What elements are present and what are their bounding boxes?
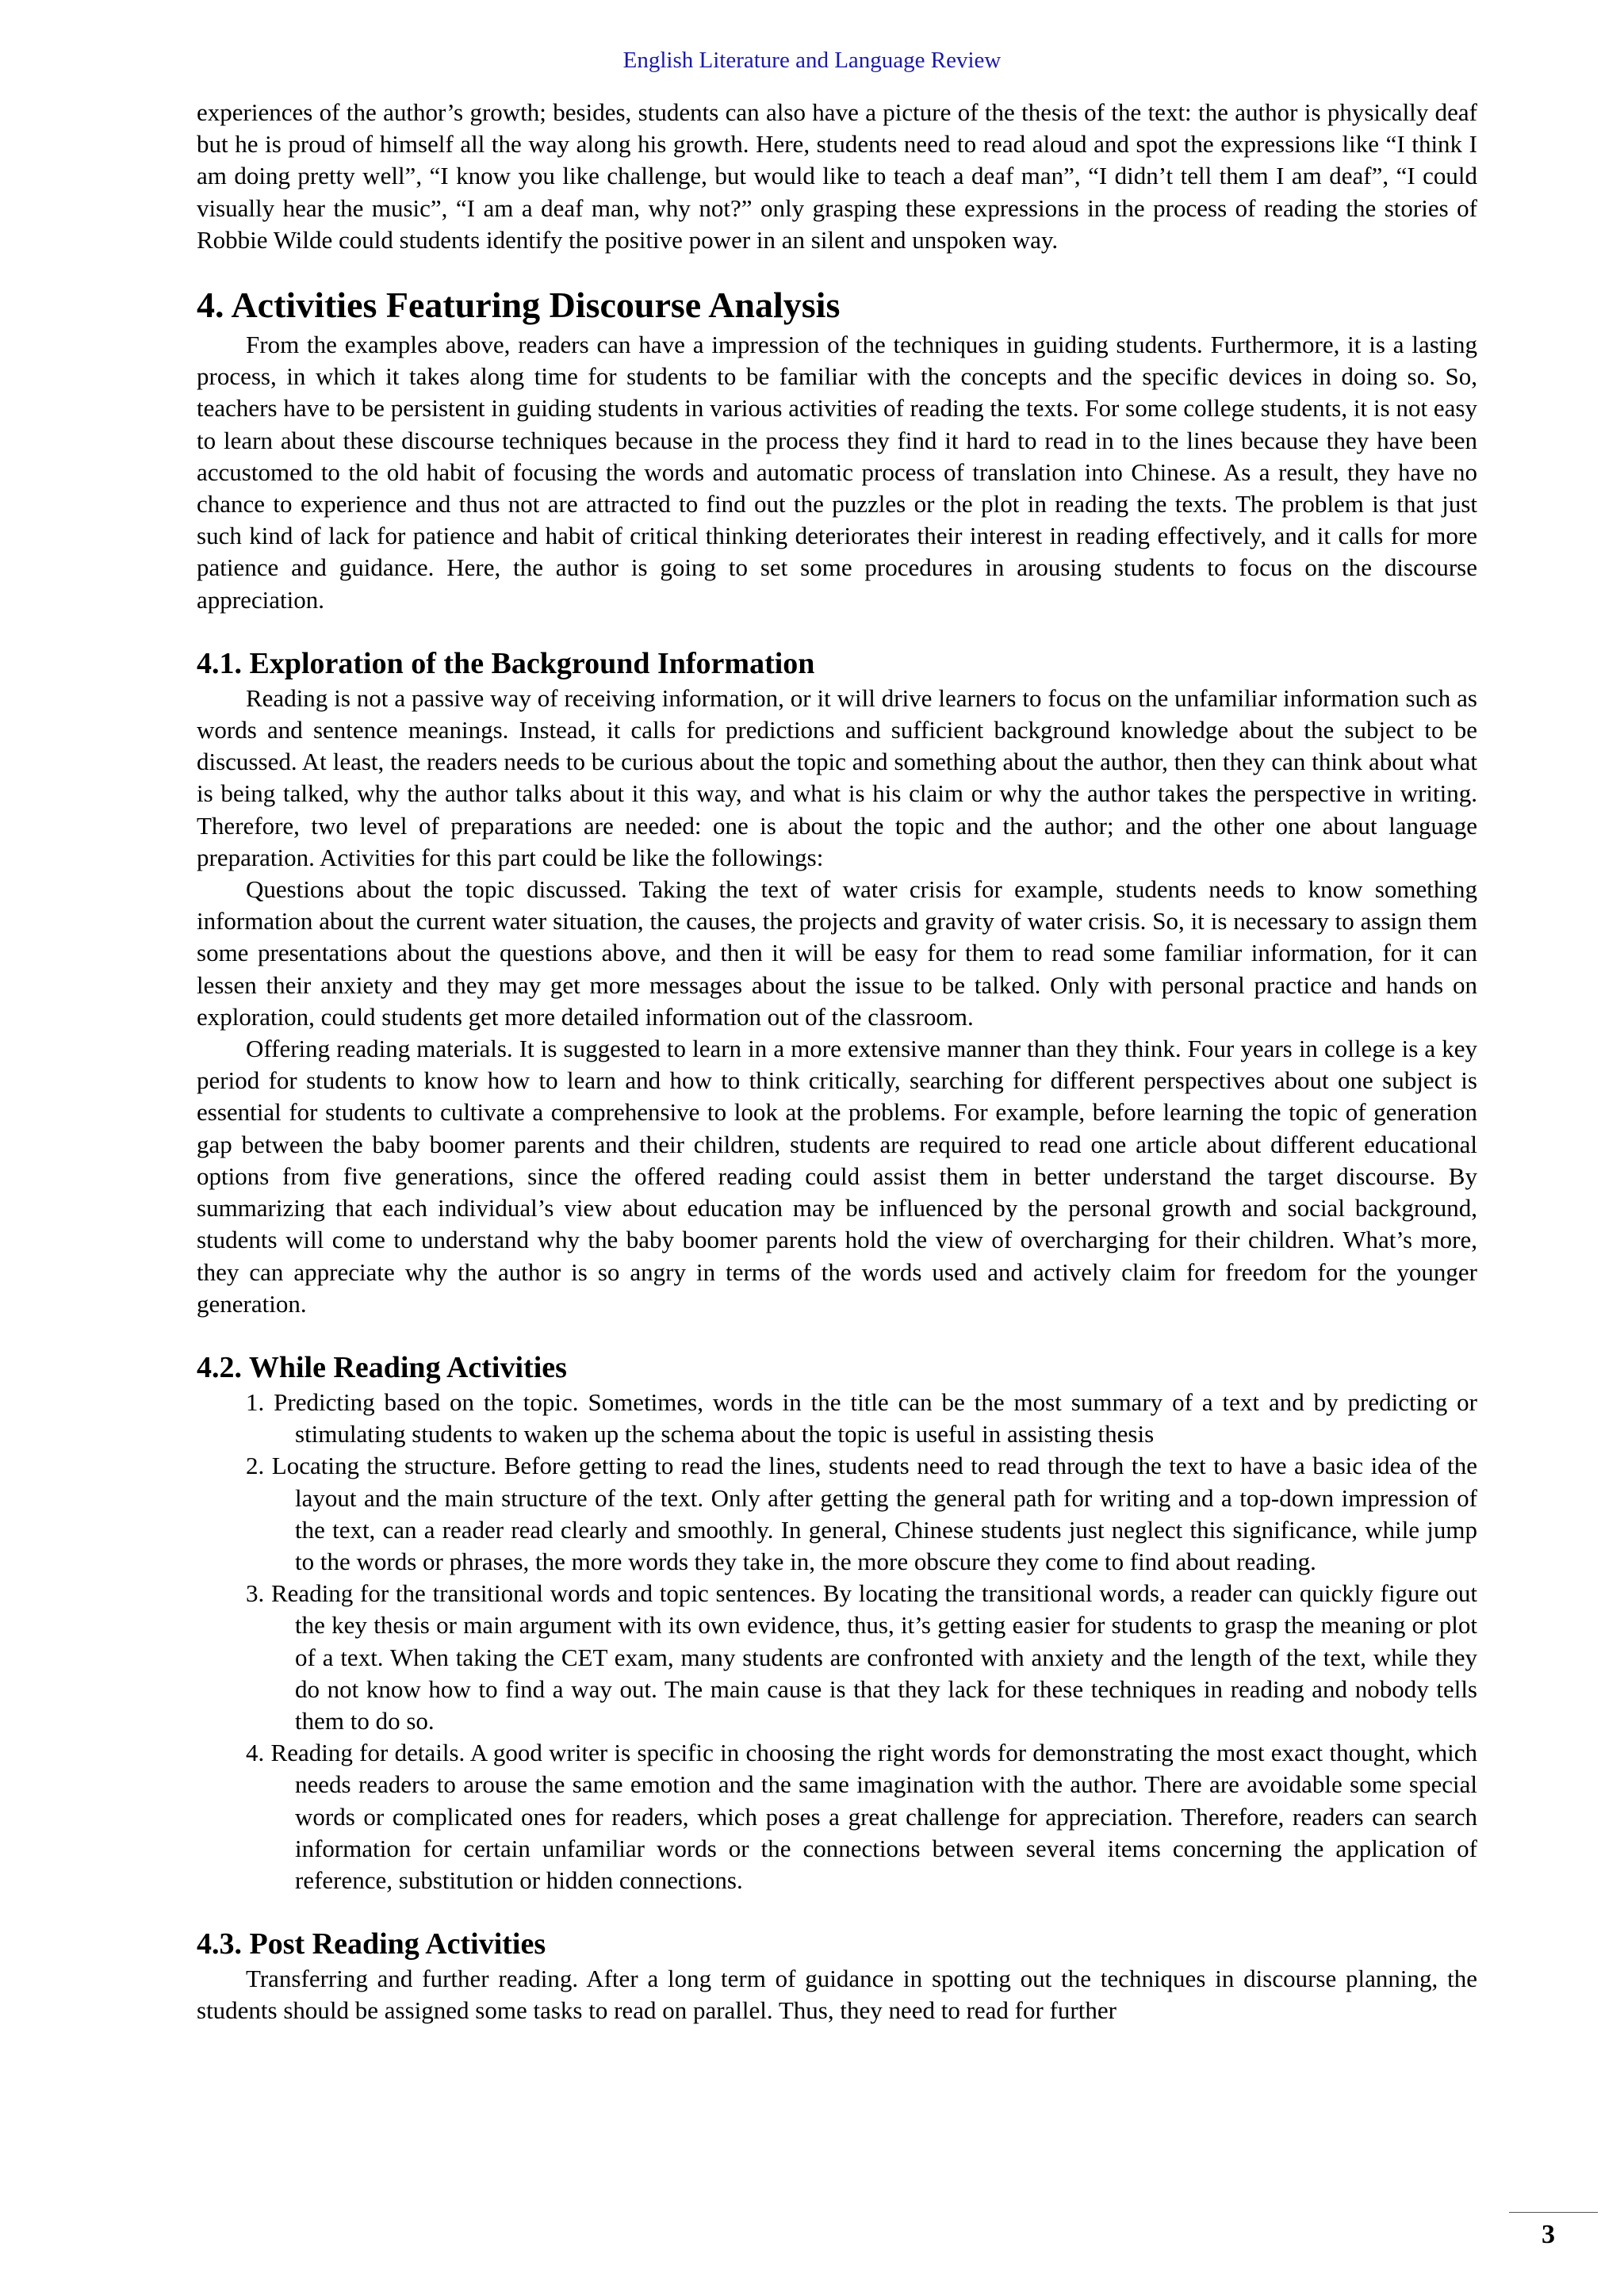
- page-number: 3: [1542, 2220, 1555, 2249]
- section-4-1-heading: 4.1. Exploration of the Background Information: [197, 646, 815, 680]
- section-4-3-heading: 4.3. Post Reading Activities: [197, 1927, 546, 1961]
- section-4-2-heading: 4.2. While Reading Activities: [197, 1350, 567, 1384]
- list-item: 4. Reading for details. A good writer is specific in choosing the right words for demonstrating the most exact thought, which needs readers to arouse the same emotion and the same imagination with the author. There are avoidable some special words or complicated ones for readers, which poses a great challenge for appreciation. Therefore, readers can search information for certain unfamiliar words or the connections between several items concerning the application of reference, substitution or hidden connections.: [246, 1739, 1477, 1894]
- section-4-1-paragraph: Questions about the topic discussed. Taking the text of water crisis for example, students needs to know something information about the current water situation, the causes, the projects and gravity of water crisis. So, it is necessary to assign them some presentations about the questions above, and then it will be easy for them to read some familiar information, for it can lessen their anxiety and they may get more messages about the issue to be talked. Only with personal practice and hands on exploration, could students get more detailed information out of the classroom.: [197, 875, 1477, 1031]
- list-item: 3. Reading for the transitional words and topic sentences. By locating the transitional words, a reader can quickly figure out the key thesis or main argument with its own evidence, thus, it’s getting easier for students to grasp the meaning or plot of a text. When taking the CET exam, many students are confronted with anxiety and the length of the text, while they do not know how to find a way out. The main cause is that they lack for these techniques in reading and nobody tells them to do so.: [246, 1579, 1477, 1735]
- list-item: 2. Locating the structure. Before getting to read the lines, students need to read through the text to have a basic idea of the layout and the main structure of the text. Only after getting the general path for writing and a top-down impression of the text, can a reader read clearly and smoothly. In general, Chinese students just neglect this significance, while jump to the words or phrases, the more words they take in, the more obscure they come to find about reading.: [246, 1452, 1477, 1575]
- section-4-3-paragraph: Transferring and further reading. After a long term of guidance in spotting out the techniques in discourse planning, the students should be assigned some tasks to read on parallel. Thus, they need to read for further: [197, 1965, 1477, 2025]
- section-4-1-paragraph: Offering reading materials. It is suggested to learn in a more extensive manner than they think. Four years in college is a key period for students to know how to learn and how to think critically, searching for different perspectives about one subject is essential for students to cultivate a comprehensive to look at the problems. For example, before learning the topic of generation gap between the baby boomer parents and their children, students are required to read one article about different educational options from five generations, since the offered reading could assist them in better understand the target discourse. By summarizing that each individual’s view about education may be influenced by the personal growth and social background, students will come to understand why the baby boomer parents hold the view of overcharging for their children. What’s more, they can appreciate why the author is so angry in terms of the words used and actively claim for freedom for the younger generation.: [197, 1035, 1477, 1318]
- intro-paragraph: experiences of the author’s growth; besides, students can also have a picture of the thesis of the text: the author is physically deaf but he is proud of himself all the way along his growth. Here, students need to read aloud and spot the expressions like “I think I am doing pretty well”, “I know you like challenge, but would like to teach a deaf man”, “I didn’t tell them I am deaf”, “I could visually hear the music”, “I am a deaf man, why not?” only grasping these expressions in the process of reading the stories of Robbie Wilde could students identify the positive power in an silent and unspoken way.: [197, 98, 1477, 254]
- footer-rule: [1509, 2212, 1598, 2213]
- article-body: [197, 97, 1477, 2027]
- section-4-heading: 4. Activities Featuring Discourse Analysis: [197, 285, 841, 326]
- list-item: 1. Predicting based on the topic. Sometimes, words in the title can be the most summary of a text and by predicting or stimulating students to waken up the schema about the topic is useful in assisting thesis: [246, 1387, 1477, 1448]
- section-4-paragraph: From the examples above, readers can have a impression of the techniques in guiding students. Furthermore, it is a lasting process, in which it takes along time for students to be familiar with the concepts and the specific devices in doing so. So, teachers have to be persistent in guiding students in various activities of reading the texts. For some college students, it is not easy to learn about these discourse techniques because in the process they find it hard to read in to the lines because they have been accustomed to the old habit of focusing the words and automatic process of translation into Chinese. As a result, they have no chance to experience and thus not are attracted to find out the puzzles or the plot in reading the texts. The problem is that just such kind of lack for patience and habit of critical thinking deteriorates their interest in reading effectively, and it calls for more patience and guidance. Here, the author is going to set some procedures in arousing students to focus on the discourse appreciation.: [197, 331, 1477, 614]
- while-reading-list: [197, 1387, 1477, 1896]
- section-4-1-paragraph: Reading is not a passive way of receiving information, or it will drive learners to focus on the unfamiliar information such as words and sentence meanings. Instead, it calls for predictions and sufficient background knowledge about the subject to be discussed. At least, the readers needs to be curious about the topic and something about the author, then they can think about what is being talked, why the author talks about it this way, and what is his claim or why the author takes the perspective in writing. Therefore, two level of preparations are needed: one is about the topic and the author; and the other one about language preparation. Activities for this part could be like the followings:: [197, 683, 1477, 871]
- journal-header: English Literature and Language Review: [622, 48, 1002, 73]
